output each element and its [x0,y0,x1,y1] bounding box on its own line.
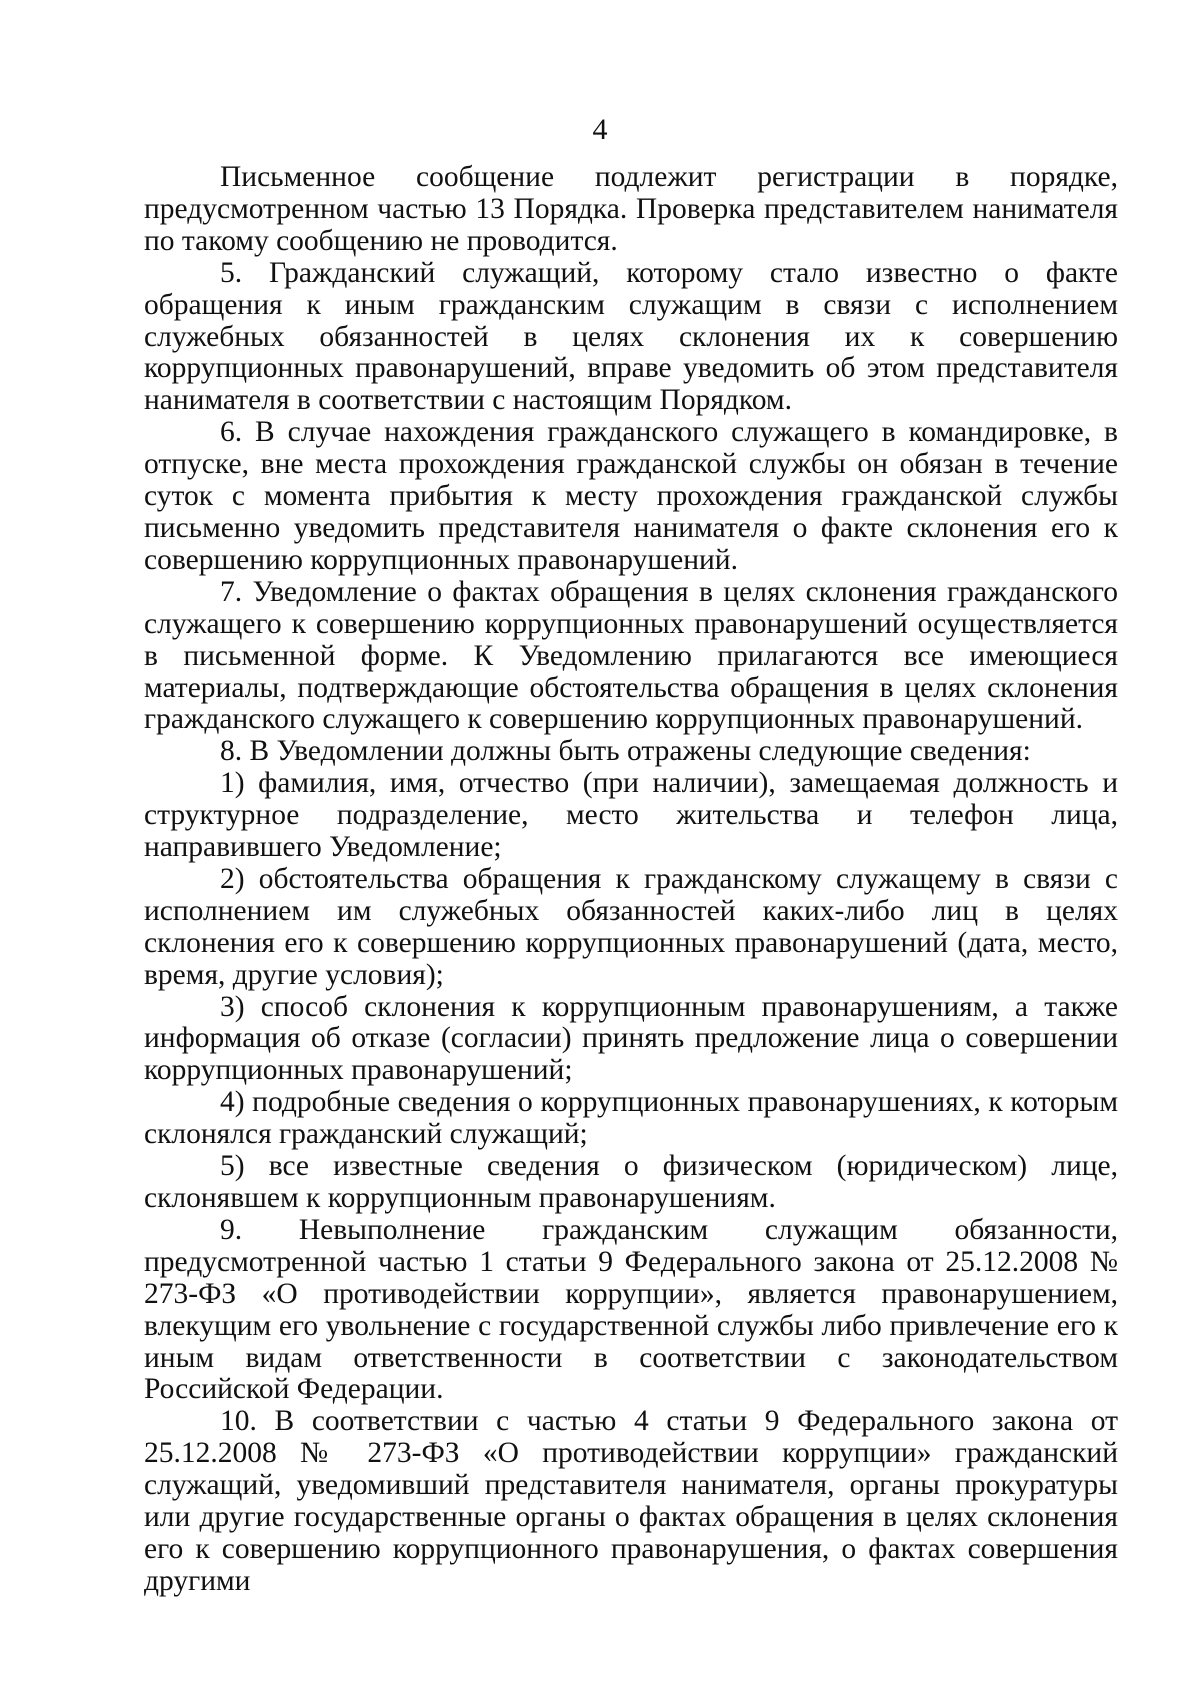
document-body [144,162,1118,1598]
paragraph-item-9: 9. Невыполнение гражданским служащим обязанности, предусмотренной частью 1 статьи 9 Федерального закона от 25.12.2008 № 273-ФЗ «О противодействии коррупции», является правонарушением, влекущим его увольнение с государственной службы либо привлечение его к иным видам ответственности в соответствии с законодательством Российской Федерации. [144,1213,1118,1406]
paragraph-subitem-4: 4) подробные сведения о коррупционных правонарушениях, к которым склонялся гражданский служащий; [144,1086,1118,1151]
paragraph-item-7: 7. Уведомление о фактах обращения в целях склонения гражданского служащего к совершению коррупционных правонарушений осуществляется в письменной форме. К Уведомлению прилагаются все имеющиеся материалы, подтверждающие обстоятельства обращения в целях склонения гражданского служащего к совершению коррупционных правонарушений. [144,575,1118,736]
paragraph-item-8: 8. В Уведомлении должны быть отражены следующие сведения: [220,735,1031,768]
paragraph-subitem-5: 5) все известные сведения о физическом (юридическом) лице, склонявшем к коррупционным правонарушениям. [144,1150,1118,1214]
paragraph-item-5: 5. Гражданский служащий, которому стало известно о факте обращения к иным гражданским служащим в связи с исполнением служебных обязанностей в целях склонения их к совершению коррупционных правонарушений, вправе уведомить об этом представителя нанимателя в соответствии с настоящим Порядком. [144,256,1118,417]
paragraph-subitem-3: 3) способ склонения к коррупционным правонарушениям, а также информация об отказе (согласии) принять предложение лица о совершении коррупционных правонарушений; [144,990,1118,1087]
paragraph-item-6: 6. В случае нахождения гражданского служащего в командировке, в отпуске, вне места прохождения гражданской службы он обязан в течение суток с момента прибытия к месту прохождения гражданской службы письменно уведомить представителя нанимателя о факте склонения его к совершению коррупционных правонарушений. [144,416,1118,576]
paragraph-subitem-1: 1) фамилия, имя, отчество (при наличии), замещаемая должность и структурное подразделение, место жительства и телефон лица, направившего Уведомление; [144,767,1118,864]
page-number: 4 [592,113,608,146]
paragraph-written-message: Письменное сообщение подлежит регистрации в порядке, предусмотренном частью 13 Порядка. Проверка представителем нанимателя по такому сообщению не проводится. [144,161,1118,257]
paragraph-subitem-2: 2) обстоятельства обращения к гражданскому служащему в связи с исполнением им служебных обязанностей каких-либо лиц в целях склонения его к совершению коррупционных правонарушений (дата, место, время, другие условия); [144,862,1118,991]
paragraph-item-10: 10. В соответствии с частью 4 статьи 9 Федерального закона от 25.12.2008 № 273-ФЗ «О противодействии коррупции» гражданский служащий, уведомивший представителя нанимателя, органы прокуратуры или другие государственные органы о фактах обращения в целях склонения его к совершению коррупционного правонарушения, о фактах совершения другими [144,1405,1118,1597]
